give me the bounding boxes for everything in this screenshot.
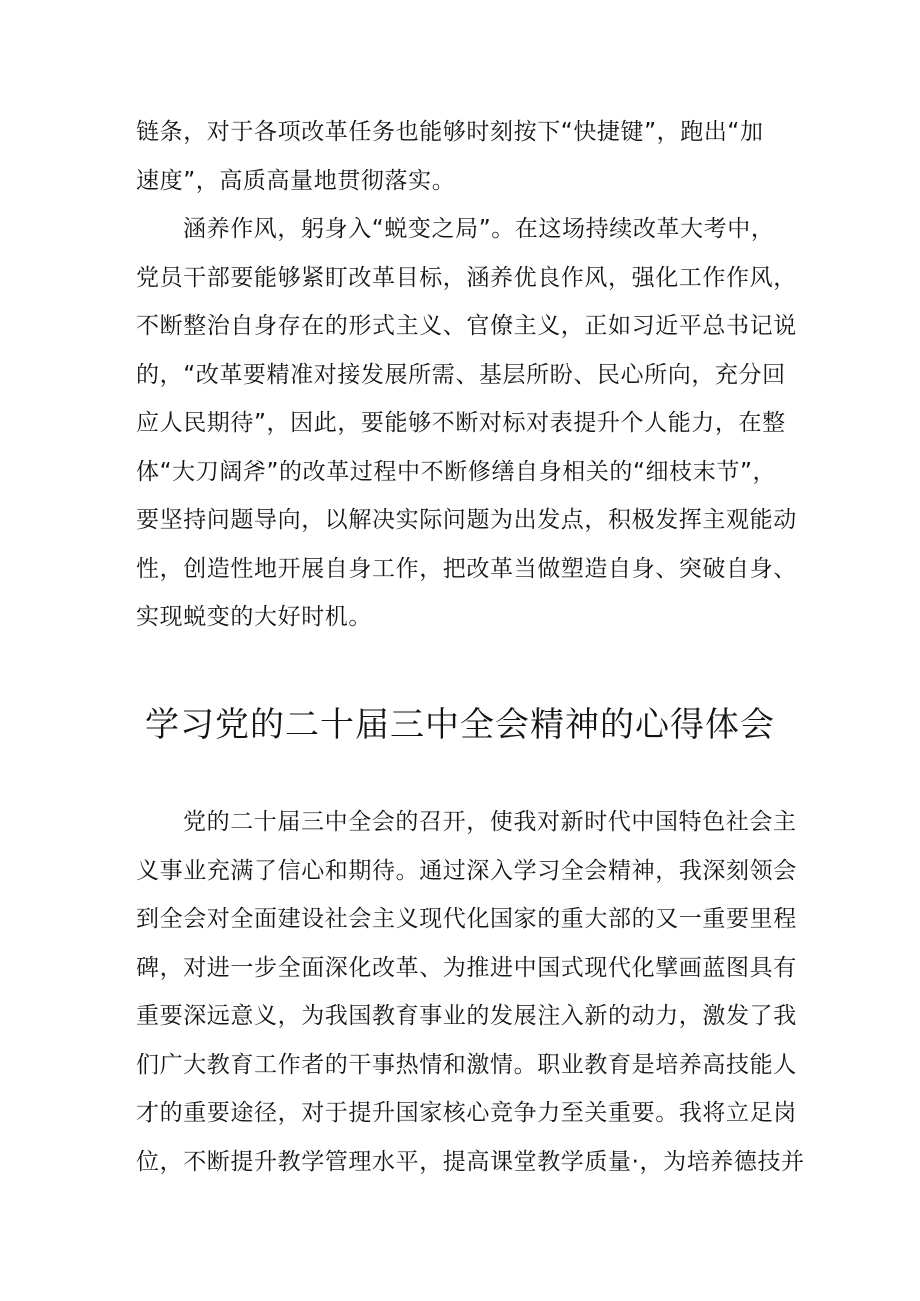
- document-title: 学习党的二十届三中全会精神的心得体会: [145, 705, 775, 745]
- paragraph-line: 应人民期待”，因此，要能够不断对标对表提升个人能力，在整: [136, 410, 786, 436]
- paragraph-line: 碑，对进一步全面深化改革、为推进中国式现代化擘画蓝图具有: [136, 955, 797, 981]
- paragraph-line: 实现蜕变的大好时机。: [136, 604, 372, 630]
- paragraph-line: 要坚持问题导向，以解决实际问题为出发点，积极发挥主观能动: [136, 507, 797, 533]
- paragraph-line: 党的二十届三中全会的召开，使我对新时代中国特色社会主: [183, 809, 797, 835]
- paragraph-line: 位，不断提升教学管理水平，提高课堂教学质量·，为培养德技并: [136, 1149, 805, 1175]
- paragraph-line: 性，创造性地开展自身工作，把改革当做塑造自身、突破自身、: [136, 556, 797, 582]
- paragraph-line: 涵养作风，躬身入“蜕变之局”。在这场持续改革大考中，: [183, 216, 775, 242]
- paragraph-line: 链条，对于各项改革任务也能够时刻按下“快捷键”，跑出“加: [136, 119, 764, 145]
- paragraph-line: 们广大教育工作者的干事热情和激情。职业教育是培养高技能人: [136, 1052, 797, 1078]
- paragraph-line: 党员干部要能够紧盯改革目标，涵养优良作风，强化工作作风，: [136, 265, 797, 291]
- paragraph-line: 到全会对全面建设社会主义现代化国家的重大部的又一重要里程: [136, 906, 797, 932]
- paragraph-line: 体“大刀阔斧”的改革过程中不断修缮自身相关的“细枝末节”，: [136, 459, 777, 485]
- paragraph-line: 不断整治自身存在的形式主义、官僚主义，正如习近平总书记说: [136, 313, 797, 339]
- paragraph-line: 义事业充满了信心和期待。通过深入学习全会精神，我深刻领会: [136, 858, 797, 884]
- paragraph-line: 重要深远意义，为我国教育事业的发展注入新的动力，激发了我: [136, 1003, 797, 1029]
- paragraph-line: 才的重要途径，对于提升国家核心竞争力至关重要。我将立足岗: [136, 1100, 797, 1126]
- paragraph-line: 速度”，高质高量地贯彻落实。: [136, 168, 456, 194]
- paragraph-line: 的，“改革要精准对接发展所需、基层所盼、民心所向，充分回: [136, 362, 786, 388]
